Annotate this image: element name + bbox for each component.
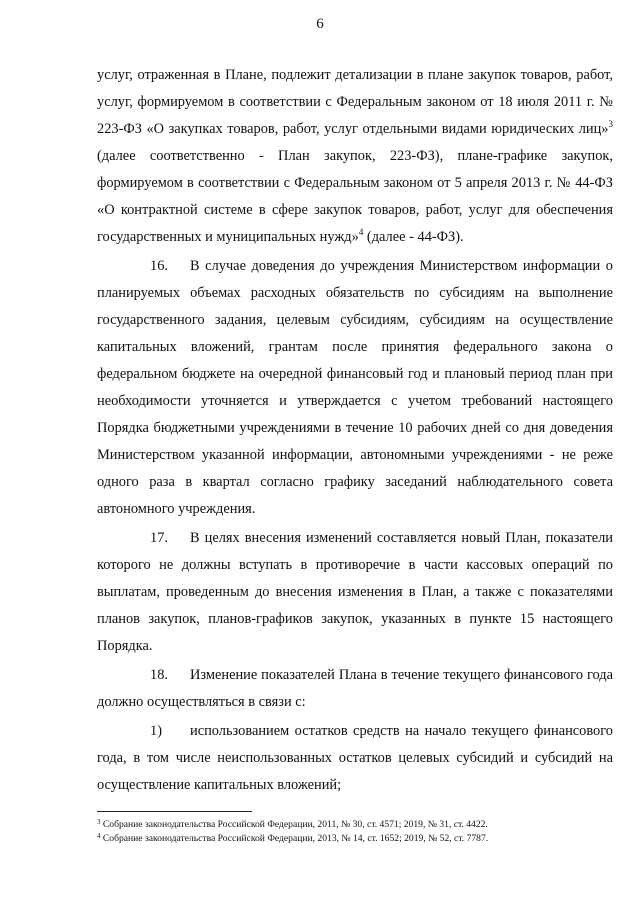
footnote-text: Собрание законодательства Российской Федерации, 2013, № 14, ст. 1652; 2019, № 52, ст. 7787. bbox=[100, 833, 489, 844]
list-item-1 bbox=[97, 718, 613, 799]
paragraph-number: 18. bbox=[150, 667, 168, 683]
paragraph-text: В целях внесения изменений составляется новый План, показатели которого не должны вступать в противоречие в части кассовых операций по выплатам, проведенным до внесения изменения в План, а также с показателями планов закупок, планов-графиков закупок, указанных в пункте 15 настоящего Порядка. bbox=[97, 530, 613, 654]
paragraph-17 bbox=[97, 525, 613, 660]
document-body bbox=[97, 62, 613, 799]
footnote-marker: 3 bbox=[97, 818, 101, 826]
footnote-3 bbox=[97, 818, 613, 832]
footnote-divider bbox=[97, 811, 252, 812]
paragraph-16 bbox=[97, 253, 613, 523]
paragraph-continuation bbox=[97, 62, 613, 251]
page-number: 6 bbox=[316, 16, 324, 32]
footnote-4 bbox=[97, 832, 613, 846]
paragraph-text: В случае доведения до учреждения Министерством информации о планируемых объемах расходных обязательств по субсидиям на выполнение государственного задания, целевым субсидиям, субсидиям на осуществление капитальных вложений, грантам после принятия федерального закона о федеральном бюджете на очередной финансовый год и плановый период план при необходимости уточняется и утверждается с учетом требований настоящего Порядка бюджетными учреждениями в течение 10 рабочих дней со дня доведения Министерством указанной информации, автономными учреждениями - не реже одного раза в квартал согласно графику заседаний наблюдательного совета автономного учреждения. bbox=[97, 258, 613, 517]
footnotes bbox=[97, 811, 613, 846]
paragraph-text: (далее соответственно - План закупок, 223-ФЗ), плане-графике закупок, формируемом в соответствии с Федеральным законом от 5 апреля 2013 г. № 44-ФЗ «О контрактной системе в сфере закупок товаров, работ, услуг для обеспечения государственных и муниципальных нужд» bbox=[97, 148, 613, 245]
paragraph-number: 16. bbox=[150, 258, 168, 274]
footnote-ref-4[interactable]: 4 bbox=[358, 227, 364, 237]
paragraph-text: услуг, отраженная в Плане, подлежит детализации в плане закупок товаров, работ, услуг, формируемом в соответствии с Федеральным законом от 18 июля 2011 г. № 223-ФЗ «О закупках товаров, работ, услуг отдельными видами юридических лиц» bbox=[97, 67, 613, 137]
list-item-number: 1) bbox=[150, 723, 162, 739]
paragraph-18 bbox=[97, 662, 613, 716]
footnote-marker: 4 bbox=[97, 832, 101, 840]
paragraph-text: (далее - 44-ФЗ). bbox=[363, 229, 464, 245]
footnote-ref-3[interactable]: 3 bbox=[608, 119, 613, 129]
paragraph-number: 17. bbox=[150, 530, 168, 546]
footnote-text: Собрание законодательства Российской Федерации, 2011, № 30, ст. 4571; 2019, № 31, ст. 4422. bbox=[100, 819, 488, 830]
list-item-text: использованием остатков средств на начало текущего финансового года, в том числе неиспользованных остатков целевых субсидий и субсидий на осуществление капитальных вложений; bbox=[97, 723, 613, 793]
paragraph-text: Изменение показателей Плана в течение текущего финансового года должно осуществляться в связи с: bbox=[97, 667, 613, 710]
